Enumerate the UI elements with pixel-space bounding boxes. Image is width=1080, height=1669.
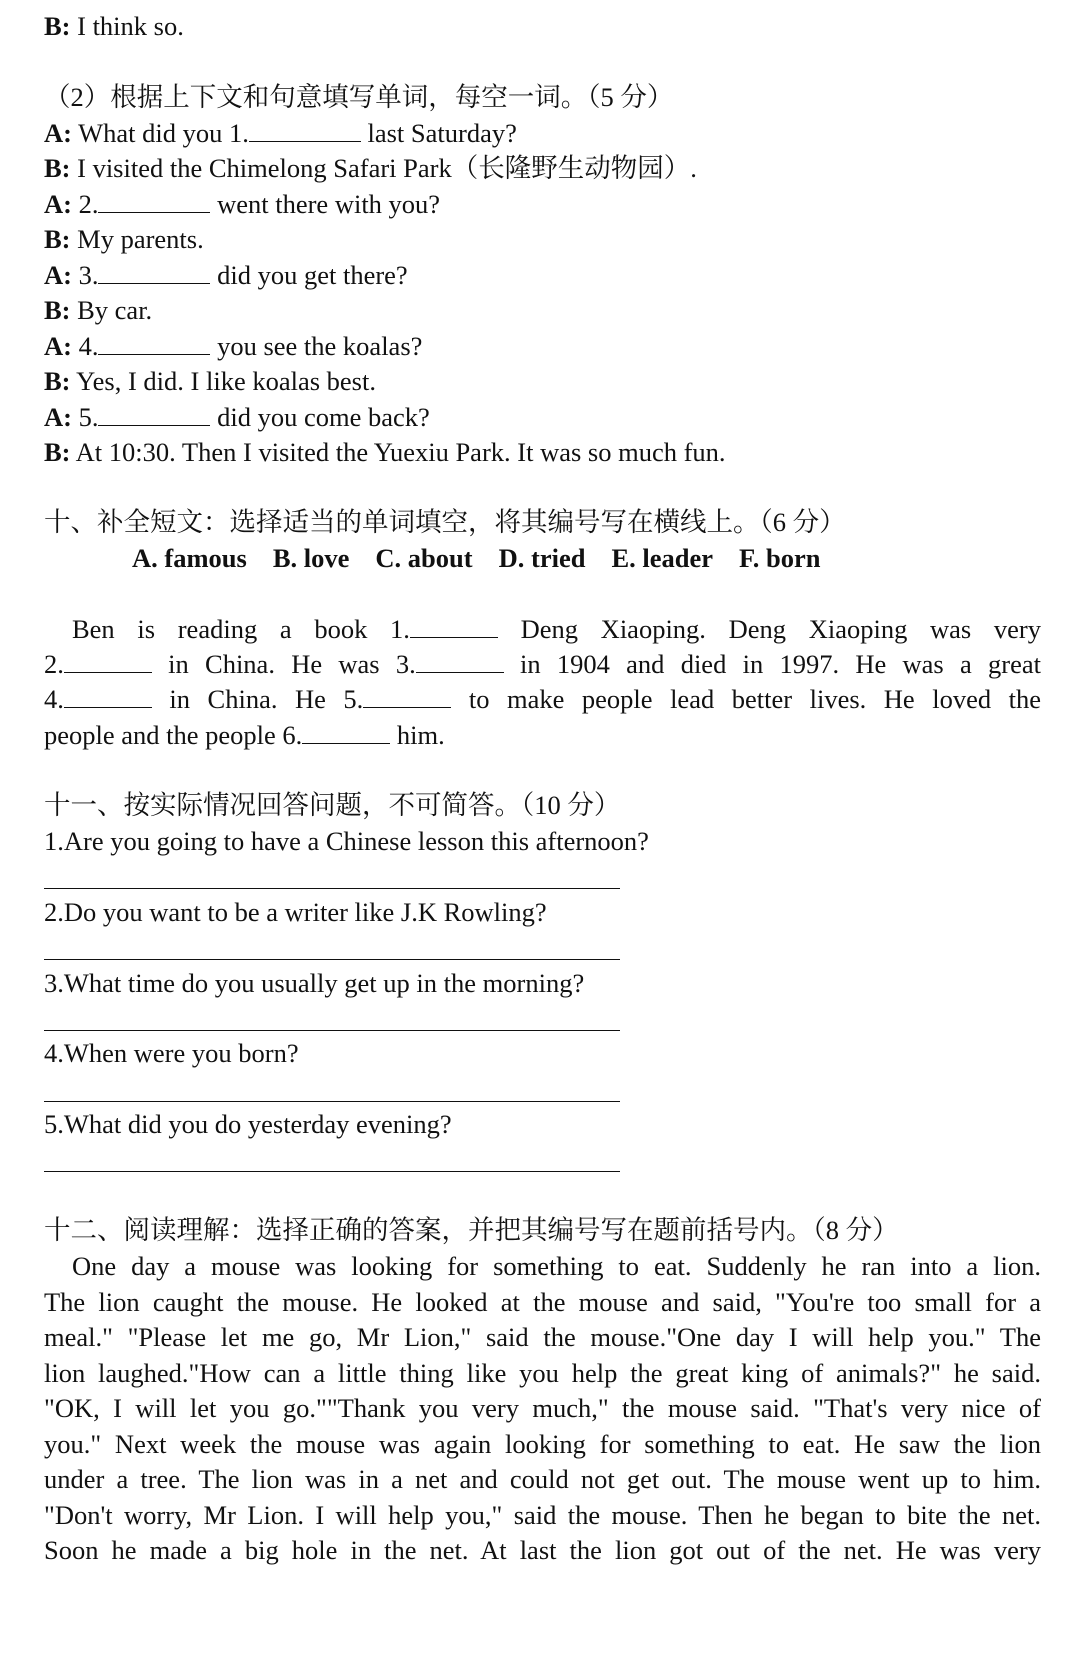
- option-e: E. leader: [611, 543, 714, 573]
- cloze-text: 2.: [44, 649, 64, 679]
- dialogue-text: 2.: [71, 189, 99, 219]
- passage-line-9: Soon he made a big hole in the net. At last the lion got out of the net. He was very: [44, 1535, 1041, 1565]
- speaker-label: B:: [44, 295, 71, 325]
- passage-line-4: lion laughed."How can a little thing like you help the great king of animals?" he said.: [44, 1358, 1041, 1388]
- cloze-line-1: [44, 612, 1041, 646]
- speaker-label: A:: [44, 118, 72, 148]
- speaker-label: B:: [44, 437, 71, 467]
- dialogue-line-6: [44, 293, 152, 327]
- cloze-line-3: [44, 682, 1041, 716]
- dialogue-line-4: [44, 222, 204, 256]
- speaker-label: B:: [44, 153, 71, 183]
- option-d: D. tried: [498, 543, 586, 573]
- dialogue-line-top: [44, 9, 184, 43]
- dialogue-text: I visited the Chimelong Safari Park（长隆野生动物园）.: [70, 153, 697, 183]
- cloze-text: in China. He 5.: [151, 684, 364, 714]
- section10-heading: 十、补全短文：选择适当的单词填空，将其编号写在横线上。（6 分）: [44, 507, 846, 537]
- dialogue-line-2: [44, 151, 697, 185]
- dialogue-text: did you come back?: [210, 402, 430, 432]
- cloze-blank-1[interactable]: [410, 615, 498, 638]
- dialogue-text: My parents.: [70, 224, 204, 254]
- passage-line-6: you." Next week the mouse was again looking for something to eat. He saw the lion: [44, 1429, 1041, 1459]
- dialogue-text: 3.: [71, 260, 99, 290]
- passage-line-7: under a tree. The lion was in a net and could not get out. The mouse went up to him.: [44, 1464, 1041, 1494]
- speaker-label: A:: [44, 260, 72, 290]
- question-5: 5.What did you do yesterday evening?: [44, 1109, 452, 1139]
- cloze-blank-6[interactable]: [302, 721, 390, 744]
- answer-line-2[interactable]: [44, 959, 620, 960]
- section11-heading: 十一、按实际情况回答问题，不可简答。（10 分）: [44, 790, 621, 820]
- cloze-blank-3[interactable]: [416, 650, 504, 673]
- dialogue-line-7: [44, 329, 422, 363]
- answer-line-4[interactable]: [44, 1101, 620, 1102]
- word-options: [132, 541, 847, 575]
- dialogue-text: last Saturday?: [360, 118, 517, 148]
- passage-line-5: "OK, I will let you go.""Thank you very much," the mouse said. "That's very nice of: [44, 1393, 1041, 1423]
- dialogue-text: you see the koalas?: [210, 331, 423, 361]
- dialogue-text: Yes, I did. I like koalas best.: [70, 366, 376, 396]
- dialogue-text: 4.: [71, 331, 99, 361]
- option-f: F. born: [739, 543, 821, 573]
- cloze-text: Deng Xiaoping. Deng Xiaoping was very: [497, 614, 1041, 644]
- passage-line-8: "Don't worry, Mr Lion. I will help you," said the mouse. Then he began to bite the net.: [44, 1500, 1041, 1530]
- option-a: A. famous: [132, 543, 247, 573]
- cloze-line-4: [44, 718, 445, 752]
- cloze-text: 4.: [44, 684, 64, 714]
- dialogue-line-10: [44, 435, 726, 469]
- dialogue-line-1: [44, 116, 517, 150]
- cloze-text: in China. He was 3.: [151, 649, 416, 679]
- option-b: B. love: [272, 543, 350, 573]
- dialogue-line-3: [44, 187, 440, 221]
- speaker-label: A:: [44, 331, 72, 361]
- speaker-label: B:: [44, 224, 71, 254]
- dialogue-text: At 10:30. Then I visited the Yuexiu Park. It was so much fun.: [70, 437, 726, 467]
- passage-line-3: meal." "Please let me go, Mr Lion," said the mouse."One day I will help you." The: [44, 1322, 1041, 1352]
- cloze-blank-5[interactable]: [363, 685, 451, 708]
- speaker-label: A:: [44, 189, 72, 219]
- cloze-line-2: [44, 647, 1041, 681]
- cloze-text: in 1904 and died in 1997. He was a great: [503, 649, 1041, 679]
- passage-line-1: One day a mouse was looking for something to eat. Suddenly he ran into a lion.: [72, 1251, 1041, 1281]
- answer-blank-2[interactable]: [98, 190, 210, 213]
- speaker-label: B:: [44, 11, 71, 41]
- dialogue-text: What did you 1.: [71, 118, 249, 148]
- part2-heading: （2）根据上下文和句意填写单词，每空一词。（5 分）: [44, 82, 674, 112]
- dialogue-text: went there with you?: [210, 189, 441, 219]
- answer-blank-5[interactable]: [98, 403, 210, 426]
- speaker-label: A:: [44, 402, 72, 432]
- question-2: 2.Do you want to be a writer like J.K Rowling?: [44, 897, 547, 927]
- cloze-blank-2[interactable]: [64, 650, 152, 673]
- question-3: 3.What time do you usually get up in the morning?: [44, 968, 585, 998]
- speaker-label: B:: [44, 366, 71, 396]
- section12-heading: 十二、阅读理解：选择正确的答案，并把其编号写在题前括号内。（8 分）: [44, 1215, 899, 1245]
- dialogue-line-5: [44, 258, 408, 292]
- question-1: 1.Are you going to have a Chinese lesson this afternoon?: [44, 826, 649, 856]
- answer-line-5[interactable]: [44, 1171, 620, 1172]
- answer-blank-3[interactable]: [98, 261, 210, 284]
- cloze-text: him.: [390, 720, 445, 750]
- dialogue-text: 5.: [71, 402, 99, 432]
- cloze-text: people and the people 6.: [44, 720, 303, 750]
- answer-line-3[interactable]: [44, 1030, 620, 1031]
- answer-line-1[interactable]: [44, 888, 620, 889]
- dialogue-text: By car.: [70, 295, 153, 325]
- dialogue-text: I think so.: [70, 11, 184, 41]
- cloze-blank-4[interactable]: [64, 685, 152, 708]
- dialogue-text: did you get there?: [210, 260, 408, 290]
- cloze-text: to make people lead better lives. He loved the: [451, 684, 1042, 714]
- passage-line-2: The lion caught the mouse. He looked at the mouse and said, "You're too small for a: [44, 1287, 1041, 1317]
- cloze-text: Ben is reading a book 1.: [72, 614, 410, 644]
- option-c: C. about: [375, 543, 473, 573]
- dialogue-line-9: [44, 400, 430, 434]
- question-4: 4.When were you born?: [44, 1038, 299, 1068]
- dialogue-line-8: [44, 364, 376, 398]
- answer-blank-1[interactable]: [249, 119, 361, 142]
- answer-blank-4[interactable]: [98, 332, 210, 355]
